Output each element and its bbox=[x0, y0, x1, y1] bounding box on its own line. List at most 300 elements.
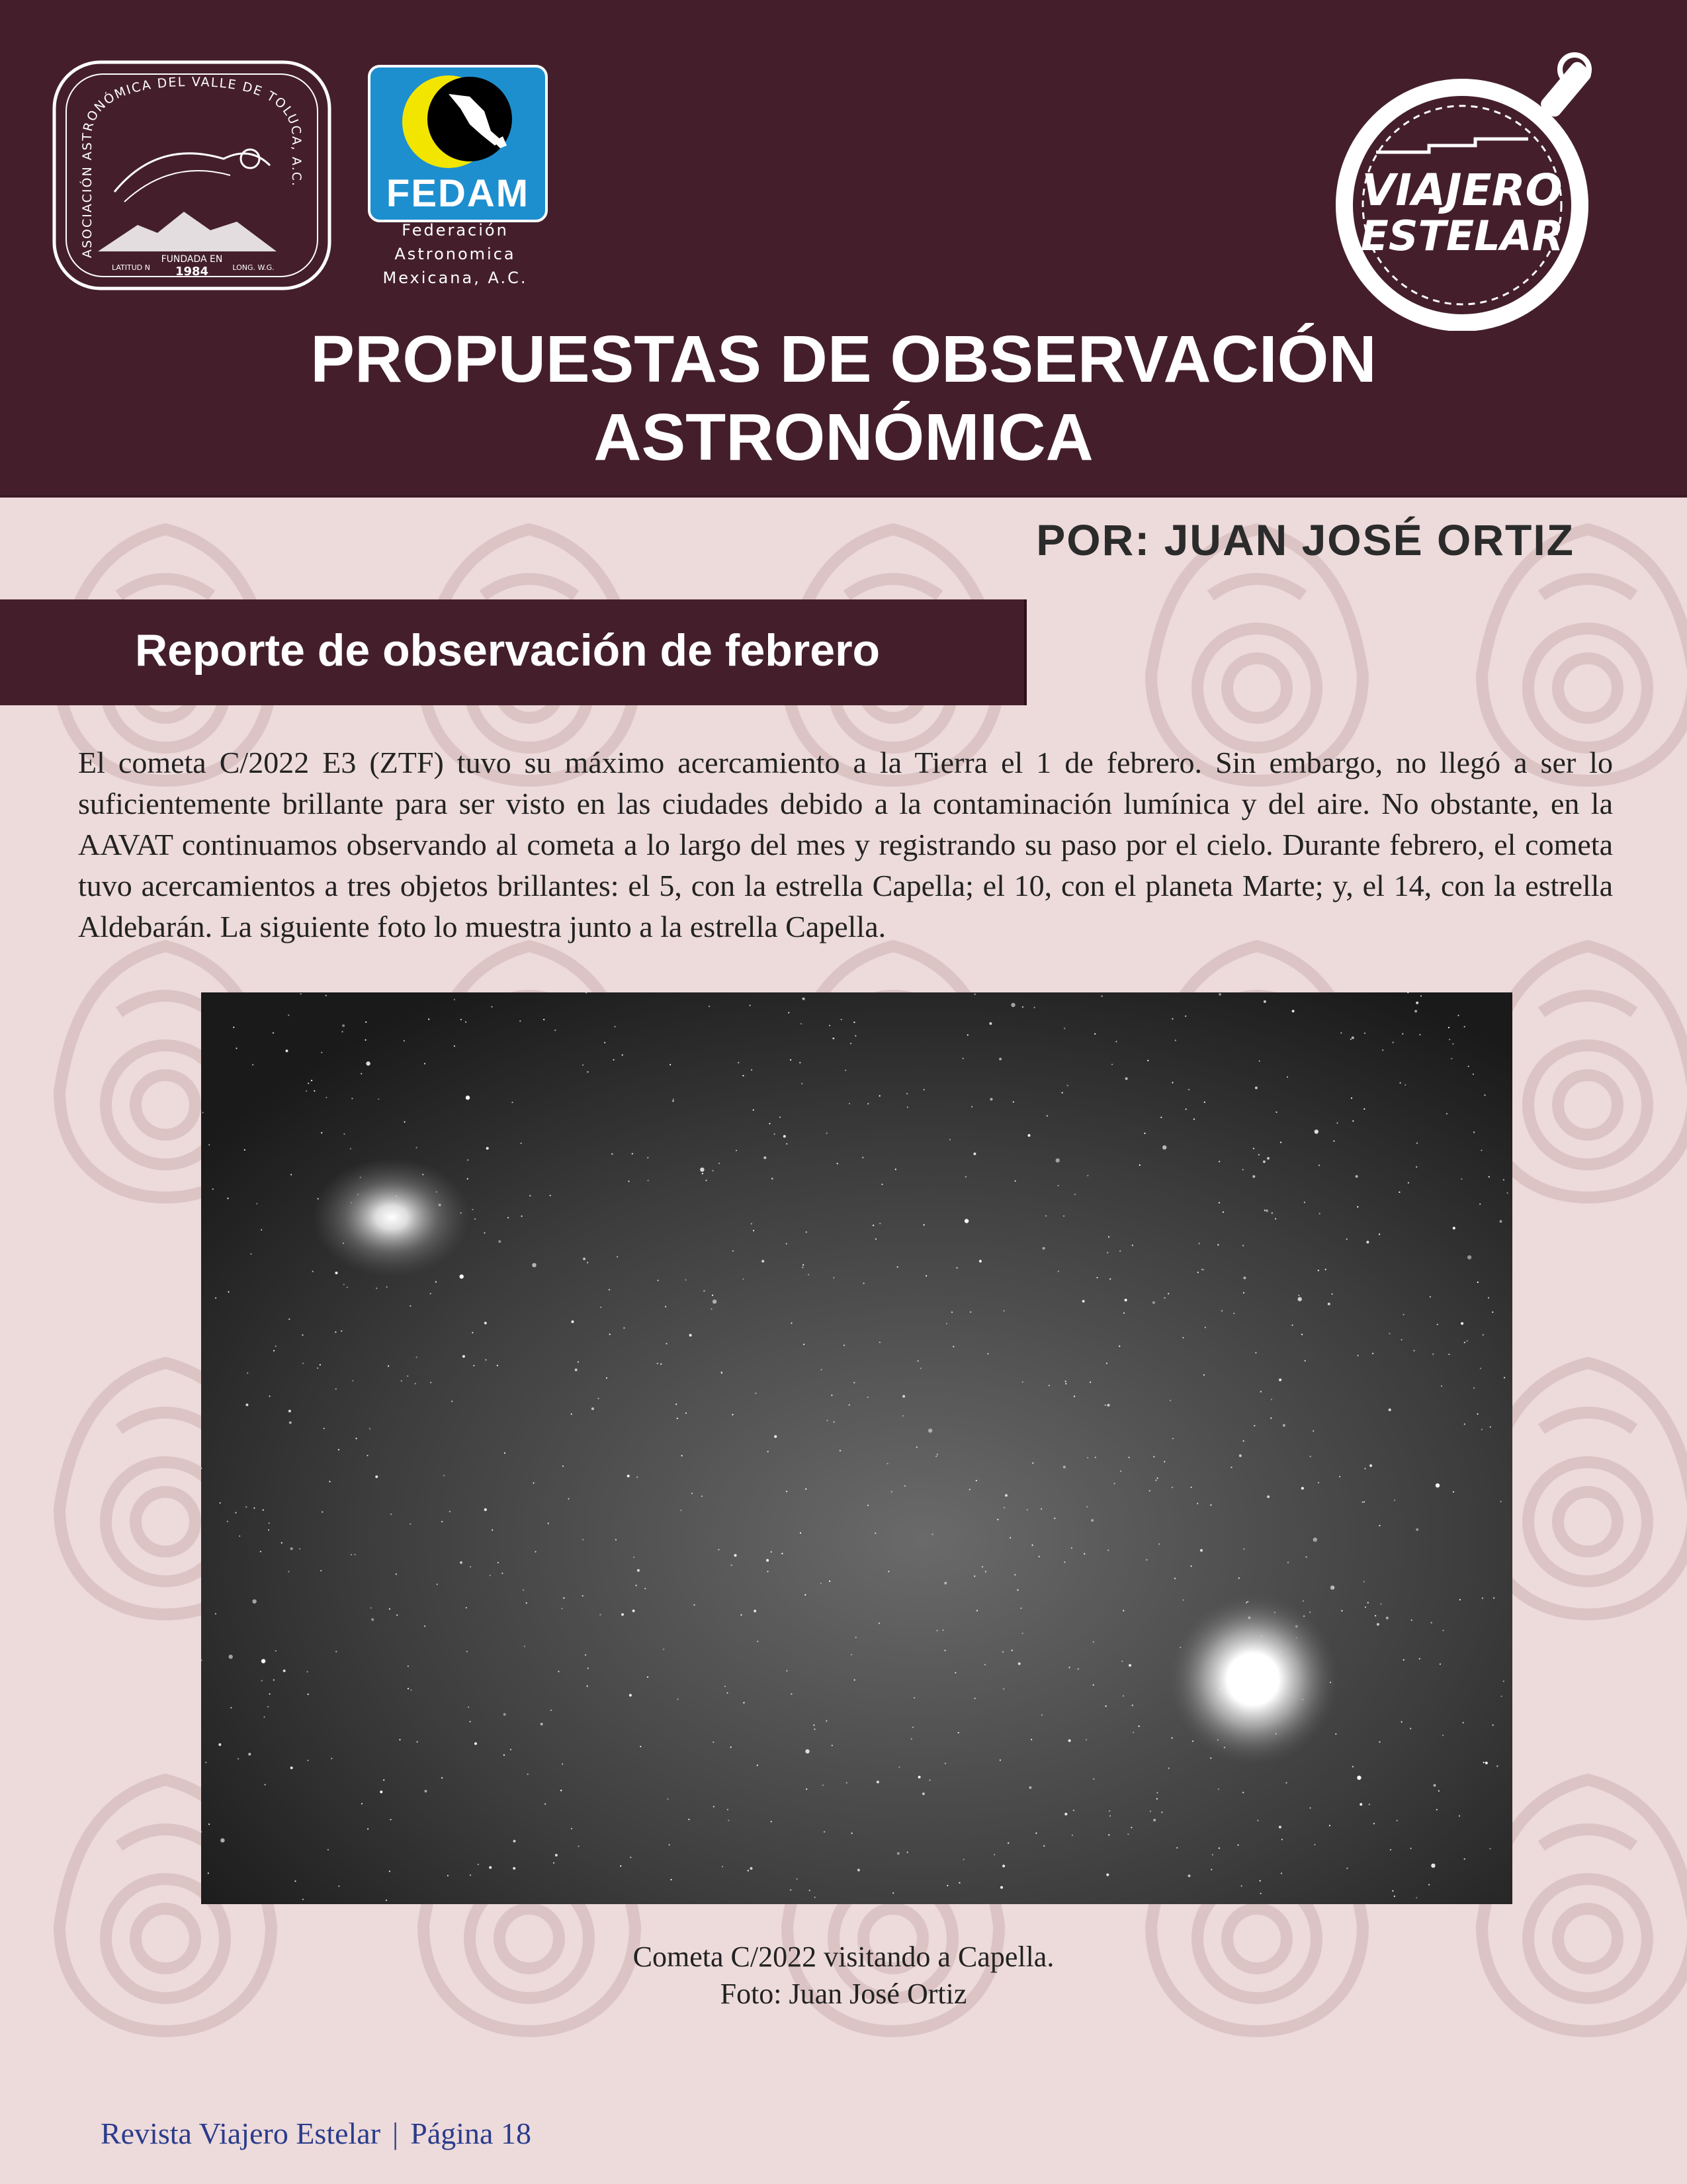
star bbox=[1483, 1334, 1484, 1336]
star bbox=[849, 1103, 850, 1104]
caption-line1: Cometa C/2022 visitando a Capella. bbox=[632, 1941, 1055, 1973]
star bbox=[404, 1121, 406, 1123]
star bbox=[974, 994, 976, 995]
star bbox=[1022, 1633, 1023, 1634]
star bbox=[1464, 1026, 1465, 1027]
star bbox=[906, 1093, 908, 1094]
star bbox=[275, 1346, 277, 1347]
star bbox=[1260, 1391, 1262, 1392]
star bbox=[503, 1713, 506, 1716]
star bbox=[474, 1742, 477, 1745]
star bbox=[599, 1614, 601, 1616]
aavat-seal-icon bbox=[52, 60, 332, 291]
star bbox=[1129, 1664, 1131, 1667]
star bbox=[1094, 1033, 1096, 1035]
star bbox=[215, 1613, 216, 1614]
star bbox=[713, 1299, 716, 1303]
star bbox=[1339, 1476, 1340, 1477]
star bbox=[929, 1780, 930, 1781]
star bbox=[428, 1018, 429, 1020]
star bbox=[958, 1732, 959, 1733]
star bbox=[383, 1779, 384, 1780]
star bbox=[465, 1022, 466, 1023]
star bbox=[621, 1613, 624, 1616]
star bbox=[320, 1364, 321, 1366]
star bbox=[554, 1029, 556, 1031]
star bbox=[750, 1005, 751, 1006]
star bbox=[1200, 1549, 1203, 1551]
star bbox=[424, 1626, 425, 1627]
star bbox=[583, 1258, 585, 1260]
star bbox=[386, 1900, 387, 1901]
star bbox=[804, 1594, 806, 1595]
star bbox=[1064, 1027, 1065, 1029]
star bbox=[761, 1260, 764, 1262]
star bbox=[289, 1421, 292, 1424]
star bbox=[307, 1671, 308, 1673]
star bbox=[314, 1090, 315, 1092]
star bbox=[215, 1297, 216, 1299]
star bbox=[1430, 1296, 1431, 1297]
star bbox=[208, 1823, 210, 1825]
star bbox=[1287, 1562, 1289, 1563]
star bbox=[963, 1858, 965, 1860]
star bbox=[410, 1523, 411, 1524]
star bbox=[1318, 1270, 1319, 1271]
star bbox=[451, 1401, 453, 1402]
star bbox=[615, 1539, 617, 1540]
star bbox=[435, 1281, 437, 1282]
star bbox=[829, 1581, 830, 1582]
star bbox=[1153, 1456, 1154, 1458]
star bbox=[1394, 1896, 1395, 1897]
star bbox=[916, 1446, 918, 1448]
star bbox=[705, 1180, 707, 1181]
star bbox=[914, 1697, 915, 1698]
star bbox=[790, 1059, 791, 1061]
star bbox=[388, 1366, 389, 1367]
star bbox=[757, 1765, 758, 1766]
star bbox=[1401, 1722, 1403, 1723]
star bbox=[1386, 1617, 1389, 1620]
star bbox=[1379, 1525, 1380, 1526]
star bbox=[1260, 1880, 1261, 1882]
star bbox=[1152, 1301, 1155, 1304]
star bbox=[898, 1767, 900, 1768]
star bbox=[1012, 1649, 1013, 1651]
caption-line2: Foto: Juan José Ortiz bbox=[720, 1978, 967, 2010]
star bbox=[623, 1327, 625, 1329]
star bbox=[1428, 1884, 1430, 1886]
star bbox=[1022, 1006, 1023, 1008]
star bbox=[1197, 1272, 1199, 1273]
aavat-founded-year: 1984 bbox=[175, 265, 209, 279]
comet bbox=[312, 1158, 471, 1277]
star bbox=[361, 1803, 363, 1804]
star bbox=[1315, 1129, 1319, 1133]
star bbox=[365, 1039, 367, 1041]
star bbox=[1416, 1897, 1417, 1898]
star bbox=[1488, 1297, 1489, 1299]
star bbox=[912, 1727, 914, 1728]
star bbox=[489, 1866, 492, 1869]
star bbox=[497, 1562, 499, 1563]
star bbox=[1170, 1400, 1171, 1401]
star bbox=[1107, 1252, 1108, 1253]
star bbox=[1490, 1426, 1491, 1428]
star bbox=[1218, 1788, 1219, 1790]
star bbox=[1441, 1385, 1442, 1387]
star bbox=[666, 1343, 667, 1344]
star bbox=[989, 1022, 992, 1025]
star bbox=[371, 1618, 374, 1621]
star bbox=[1132, 1704, 1133, 1706]
star bbox=[1419, 1034, 1420, 1035]
star bbox=[261, 1229, 262, 1231]
star bbox=[1443, 1630, 1444, 1631]
star bbox=[1260, 1893, 1262, 1894]
star bbox=[1329, 1825, 1330, 1826]
star bbox=[1303, 1600, 1304, 1602]
star bbox=[208, 1144, 210, 1145]
star bbox=[1172, 1082, 1173, 1083]
star bbox=[484, 1322, 487, 1325]
star bbox=[504, 1452, 505, 1454]
star bbox=[1242, 1169, 1244, 1170]
star bbox=[311, 1080, 312, 1081]
star bbox=[1029, 1786, 1031, 1789]
star bbox=[1313, 1538, 1317, 1542]
star bbox=[670, 1064, 671, 1065]
star bbox=[1237, 1845, 1238, 1846]
star bbox=[1174, 1578, 1176, 1579]
star bbox=[466, 1607, 467, 1608]
star bbox=[1210, 1505, 1211, 1506]
star bbox=[1153, 1819, 1156, 1821]
star bbox=[677, 1418, 678, 1419]
star bbox=[273, 1350, 275, 1351]
star bbox=[867, 1103, 869, 1104]
star bbox=[484, 1232, 485, 1233]
star bbox=[1500, 1501, 1502, 1503]
star bbox=[837, 1163, 838, 1164]
star bbox=[924, 1089, 925, 1090]
star bbox=[647, 1157, 648, 1158]
star bbox=[1377, 1623, 1379, 1626]
star bbox=[519, 1020, 521, 1022]
footer-separator: | bbox=[392, 2117, 399, 2150]
star bbox=[352, 1380, 353, 1381]
star bbox=[571, 1413, 572, 1415]
star bbox=[888, 1571, 889, 1572]
star bbox=[1500, 1220, 1502, 1223]
star bbox=[208, 1872, 209, 1874]
star bbox=[1074, 1194, 1076, 1195]
star bbox=[205, 1762, 206, 1763]
star bbox=[587, 1071, 588, 1072]
star bbox=[845, 1070, 846, 1071]
star bbox=[895, 1168, 896, 1170]
star bbox=[268, 1529, 269, 1530]
star bbox=[614, 1026, 615, 1027]
star bbox=[472, 1332, 473, 1333]
star bbox=[1073, 1810, 1074, 1811]
star bbox=[734, 1554, 737, 1557]
star bbox=[851, 1833, 853, 1834]
star bbox=[507, 1217, 509, 1218]
star bbox=[1123, 1695, 1124, 1696]
star bbox=[1133, 1731, 1134, 1733]
star bbox=[832, 1745, 833, 1746]
star bbox=[947, 1885, 948, 1886]
star bbox=[220, 1838, 224, 1842]
star bbox=[1113, 1483, 1115, 1484]
star bbox=[1408, 1182, 1409, 1184]
star bbox=[965, 1219, 969, 1223]
star bbox=[875, 1239, 877, 1240]
fedam-logo-icon bbox=[368, 65, 548, 222]
star bbox=[691, 1493, 693, 1494]
star bbox=[803, 1344, 804, 1345]
star bbox=[943, 1630, 944, 1631]
star bbox=[1298, 1297, 1302, 1301]
star bbox=[269, 1693, 271, 1694]
star bbox=[1049, 1385, 1050, 1386]
star bbox=[862, 1157, 863, 1158]
star bbox=[945, 1763, 946, 1764]
star bbox=[1095, 1457, 1096, 1458]
star bbox=[821, 1369, 822, 1370]
star bbox=[1340, 1032, 1342, 1033]
star bbox=[1109, 1815, 1111, 1817]
star bbox=[1410, 1848, 1412, 1849]
star bbox=[321, 1052, 322, 1053]
star bbox=[1168, 1293, 1169, 1294]
star bbox=[742, 1278, 744, 1280]
star bbox=[264, 1716, 265, 1718]
star bbox=[753, 1110, 754, 1111]
star bbox=[814, 1897, 816, 1898]
star bbox=[887, 1463, 888, 1464]
star bbox=[997, 1519, 998, 1520]
star bbox=[1257, 1820, 1258, 1821]
star bbox=[806, 1231, 807, 1233]
star bbox=[1017, 1589, 1018, 1591]
star bbox=[1243, 1292, 1244, 1293]
star bbox=[1172, 1737, 1173, 1739]
star bbox=[454, 1045, 455, 1047]
star bbox=[369, 1428, 370, 1429]
star bbox=[665, 1306, 666, 1307]
star bbox=[1254, 1425, 1255, 1426]
star bbox=[718, 1549, 719, 1550]
star bbox=[1482, 1597, 1483, 1598]
star bbox=[430, 1293, 431, 1294]
star bbox=[973, 1153, 976, 1155]
star bbox=[1292, 1010, 1295, 1012]
star bbox=[841, 1019, 842, 1020]
star bbox=[627, 1475, 630, 1477]
star bbox=[617, 1256, 618, 1257]
star bbox=[766, 1559, 769, 1561]
star bbox=[229, 1655, 233, 1659]
star bbox=[1305, 1360, 1306, 1362]
star bbox=[466, 1651, 468, 1652]
star bbox=[1011, 1003, 1015, 1007]
star bbox=[1493, 1597, 1494, 1598]
star bbox=[831, 1395, 832, 1396]
star bbox=[1363, 1501, 1365, 1503]
fedam-subtitle-line1: Federación bbox=[402, 221, 509, 240]
star bbox=[1000, 1886, 1003, 1889]
star bbox=[604, 1042, 605, 1043]
star bbox=[236, 1047, 237, 1049]
star bbox=[849, 1404, 850, 1405]
star bbox=[1504, 1377, 1505, 1378]
star bbox=[578, 1845, 580, 1847]
star bbox=[1379, 1741, 1380, 1743]
star bbox=[1193, 1118, 1195, 1119]
star bbox=[984, 1664, 986, 1665]
star bbox=[1394, 1499, 1395, 1501]
star bbox=[1401, 1339, 1403, 1340]
star bbox=[1219, 1161, 1220, 1162]
star bbox=[1369, 1804, 1370, 1805]
star bbox=[1188, 1874, 1191, 1877]
star bbox=[822, 1784, 824, 1786]
star bbox=[1473, 1387, 1475, 1389]
star bbox=[974, 1698, 976, 1699]
star bbox=[1332, 1293, 1333, 1295]
star bbox=[350, 1148, 351, 1149]
star bbox=[628, 1180, 629, 1182]
star bbox=[1015, 1180, 1016, 1182]
star bbox=[791, 1693, 792, 1694]
aavat-founded-label: FUNDADA EN bbox=[161, 254, 223, 265]
star bbox=[325, 995, 327, 996]
star bbox=[1156, 1792, 1158, 1794]
star bbox=[786, 1243, 787, 1245]
star bbox=[757, 1641, 758, 1642]
star bbox=[238, 1758, 239, 1759]
star bbox=[474, 1218, 476, 1219]
star bbox=[1477, 1282, 1479, 1283]
star bbox=[1484, 1094, 1485, 1096]
star bbox=[963, 1058, 964, 1059]
star bbox=[1063, 1465, 1066, 1468]
star bbox=[585, 1654, 586, 1655]
star bbox=[1393, 1042, 1394, 1043]
star bbox=[407, 1376, 408, 1377]
star bbox=[244, 1149, 245, 1151]
star bbox=[1093, 1684, 1094, 1686]
section-title: Reporte de observación de febrero bbox=[135, 625, 881, 676]
star bbox=[609, 1334, 611, 1335]
star bbox=[389, 1870, 390, 1872]
star bbox=[252, 1599, 256, 1603]
star bbox=[1217, 1244, 1219, 1245]
star bbox=[320, 1570, 322, 1571]
star bbox=[408, 1665, 409, 1667]
star bbox=[1364, 1468, 1365, 1469]
star bbox=[510, 1749, 511, 1750]
star bbox=[820, 1583, 822, 1584]
star bbox=[774, 1133, 775, 1135]
star bbox=[632, 1610, 635, 1612]
star bbox=[611, 1153, 613, 1155]
star bbox=[824, 1831, 825, 1833]
star bbox=[1483, 1762, 1485, 1763]
star bbox=[430, 1382, 431, 1383]
star bbox=[582, 1539, 584, 1540]
star bbox=[1031, 1544, 1033, 1546]
star bbox=[731, 1565, 732, 1566]
star bbox=[1264, 1000, 1266, 1003]
star bbox=[829, 1025, 830, 1026]
star bbox=[1506, 1192, 1508, 1194]
star bbox=[1160, 1117, 1162, 1118]
star bbox=[1087, 1457, 1088, 1458]
star bbox=[1461, 1178, 1462, 1180]
fedam-subtitle-line3: Mexicana, A.C. bbox=[382, 269, 528, 287]
star bbox=[630, 1856, 631, 1858]
star bbox=[308, 1082, 309, 1084]
star bbox=[256, 1203, 257, 1204]
star bbox=[600, 1307, 601, 1308]
star bbox=[1120, 1471, 1121, 1472]
star bbox=[771, 1551, 772, 1553]
star bbox=[1287, 1076, 1288, 1078]
star bbox=[1446, 1113, 1448, 1114]
star bbox=[851, 1654, 852, 1655]
star bbox=[805, 1489, 806, 1490]
star bbox=[1013, 1101, 1014, 1102]
star bbox=[783, 1135, 786, 1138]
star bbox=[468, 1706, 469, 1708]
star bbox=[813, 1724, 814, 1725]
star bbox=[307, 1760, 308, 1761]
star bbox=[1489, 1848, 1491, 1849]
star bbox=[286, 1049, 288, 1052]
star bbox=[879, 1223, 881, 1224]
star bbox=[1072, 1835, 1073, 1836]
star bbox=[730, 1747, 732, 1748]
star bbox=[1102, 996, 1103, 997]
star bbox=[1301, 1487, 1304, 1490]
star bbox=[544, 1804, 546, 1805]
star bbox=[1365, 1606, 1366, 1608]
star bbox=[1149, 1490, 1150, 1491]
star bbox=[970, 1311, 971, 1313]
star bbox=[404, 1040, 405, 1041]
star bbox=[356, 1438, 357, 1439]
star bbox=[1271, 1399, 1272, 1400]
star bbox=[767, 1571, 768, 1572]
star bbox=[850, 1043, 851, 1044]
star bbox=[1403, 1314, 1404, 1315]
star bbox=[563, 1597, 564, 1598]
star bbox=[801, 1083, 802, 1084]
star bbox=[1281, 1839, 1283, 1840]
star bbox=[976, 1480, 977, 1481]
star bbox=[416, 1147, 417, 1149]
star bbox=[701, 1495, 703, 1497]
star bbox=[1416, 1166, 1417, 1168]
star bbox=[233, 1027, 234, 1028]
star bbox=[261, 1659, 265, 1663]
star bbox=[335, 1651, 337, 1652]
star bbox=[937, 1630, 938, 1632]
